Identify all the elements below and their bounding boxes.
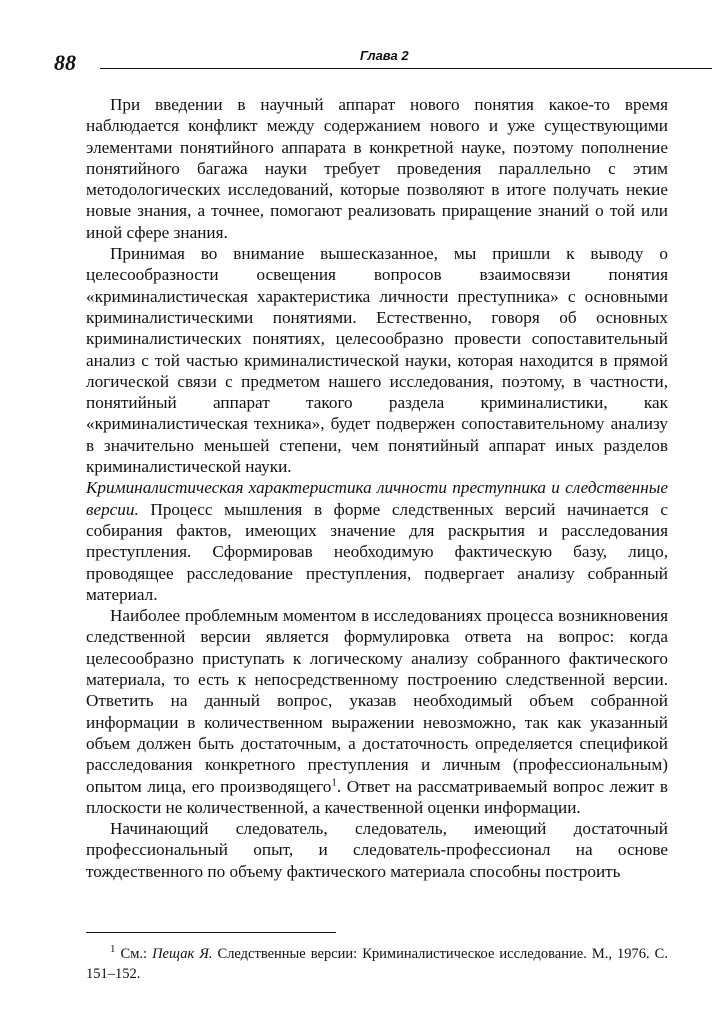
paragraph-1 bbox=[86, 94, 668, 243]
paragraph-3-text: Процесс мышления в форме следственных версий начинается с собирания фактов, имеющих значение для раскрытия и расследования преступления. Сформировав необходимую фактическую базу, лицо, проводящее расследование преступления, подвергает анализу собранный материал. bbox=[86, 499, 668, 604]
section-heading-italic: Криминалистическая характеристика личности преступника и следственные версии. bbox=[86, 478, 668, 519]
body-text bbox=[86, 94, 668, 882]
paragraph-4 bbox=[86, 605, 668, 818]
paragraph-2 bbox=[86, 243, 668, 477]
paragraph-4-text-b: . Ответ на рассматриваемый вопрос лежит в плоскости не количественной, а качественной оценки информации. bbox=[86, 776, 668, 817]
page-number: 88 bbox=[54, 50, 76, 75]
paragraph-5 bbox=[86, 818, 668, 882]
paragraph-5-text: Начинающий следователь, следователь, имеющий достаточный профессиональный опыт, и следователь-профессионал на основе тождественного по объему фактического материала способны построить bbox=[86, 819, 668, 881]
paragraph-1-text: При введении в научный аппарат нового понятия какое-то время наблюдается конфликт между содержанием нового и уже существующими элементами понятийного аппарата в конкретной науке, поэтому пополнение понятийного багажа науки требует проведения параллельно с этим методологических исследований, которые позволяют в итоге получать некие новые знания, а точнее, помогают реализовать приращение знаний о той или иной сфере знания. bbox=[86, 95, 668, 242]
paragraph-3 bbox=[86, 477, 668, 605]
footnote-rule bbox=[86, 932, 336, 933]
footnote-prefix: См.: bbox=[115, 946, 153, 962]
footnote-ref: 1 bbox=[331, 775, 337, 788]
paragraph-2-text: Принимая во внимание вышесказанное, мы пришли к выводу о целесообразности освещения вопросов взаимосвязи понятия «криминалистическая характеристика личности преступника» с основными криминалистическими понятиями. Естественно, говоря об основных криминалистических понятиях, целесообразно провести сопоставительный анализ с той частью криминалистической науки, которая находится в прямой логической связи с предметом нашего исследования, поэтому, в частности, понятийный аппарат такого раздела криминалистики, как «криминалистическая техника», будет подвержен сопоставительному анализу в значительно меньшей степени, чем понятийный аппарат иных разделов криминалистической науки. bbox=[86, 244, 668, 477]
running-header bbox=[40, 46, 680, 76]
footnote-marker: 1 bbox=[110, 943, 116, 956]
footnote-author: Пещак Я. bbox=[152, 946, 213, 962]
paragraph-4-text-a: Наиболее проблемным моментом в исследованиях процесса возникновения следственной версии является формулировка ответа на вопрос: когда целесообразно приступать к логическому анализу собранного фактического материала, то есть к непосредственному построению следственной версии. Ответить на данный вопрос, указав необходимый объем собранной информации в количественном выражении невозможно, так как указанный объем должен быть достаточным, а достаточность определяется спецификой расследования конкретного преступления и личным (профессиональным) опытом лица, его производящего bbox=[86, 606, 668, 796]
chapter-title: Глава 2 bbox=[356, 48, 413, 63]
footnote bbox=[86, 944, 668, 984]
footnote-text: Следственные версии: Криминалистическое исследование. М., 1976. С. 151–152. bbox=[86, 946, 668, 982]
header-rule bbox=[100, 68, 712, 69]
